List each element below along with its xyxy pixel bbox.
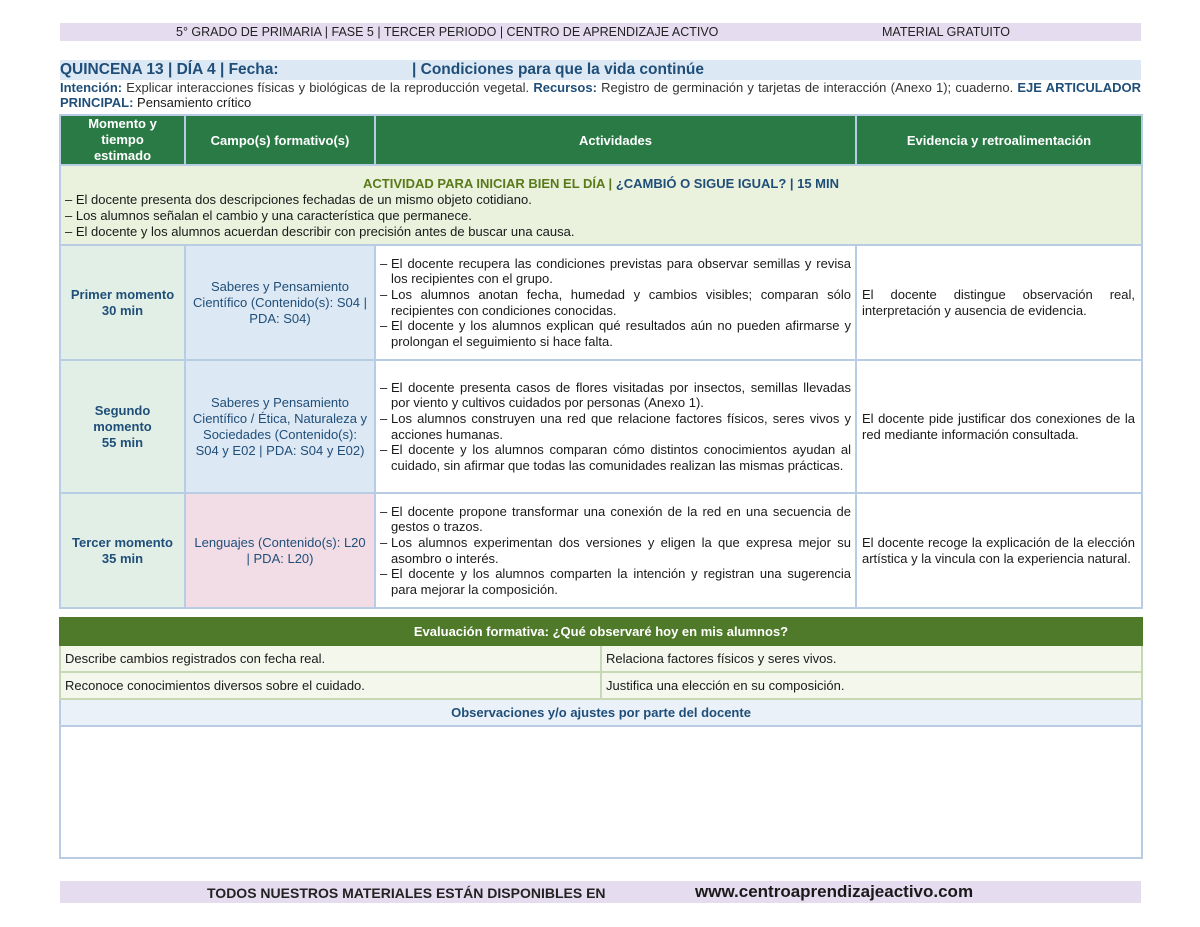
- lesson-topic: | Condiciones para que la vida continúe: [412, 61, 705, 78]
- start-line: – Los alumnos señalan el cambio y una característica que permanece.: [65, 208, 472, 223]
- header-activities: Actividades: [375, 115, 856, 165]
- moment-cell: Primer momento 30 min: [60, 245, 185, 360]
- intent-paragraph: [60, 80, 1141, 110]
- grade-info: 5° GRADO DE PRIMARIA | FASE 5 | TERCER PERIODO | CENTRO DE APRENDIZAJE ACTIVO: [176, 25, 719, 39]
- activity-item: – El docente recupera las condiciones previstas para observar semillas y revisa los recipientes con el grupo.: [380, 255, 851, 287]
- table-row: [60, 360, 1142, 493]
- activity-item: – El docente propone transformar una conexión de la red en una secuencia de gestos o trazos.: [380, 503, 851, 535]
- activity-item: – El docente y los alumnos comparten la intención y registran una sugerencia para mejorar la composición.: [380, 566, 851, 597]
- table-row: [60, 245, 1142, 360]
- evaluation-item: Describe cambios registrados con fecha real.: [60, 645, 601, 672]
- moment-cell: Tercer momento 35 min: [60, 493, 185, 608]
- table-header-row: [60, 115, 1142, 165]
- footer-url-link[interactable]: www.centroaprendizajeactivo.com: [695, 882, 974, 901]
- evidence-cell: El docente pide justificar dos conexiones de la red mediante información consultada.: [856, 360, 1142, 493]
- lesson-title-bar: [60, 60, 1141, 80]
- evaluation-item: Reconoce conocimientos diversos sobre el cuidado.: [60, 672, 601, 699]
- activity-item: – Los alumnos experimentan dos versiones y eligen la que expresa mejor su asombro o interés.: [380, 534, 851, 566]
- campo-cell: Saberes y Pensamiento Científico (Contenido(s): S04 | PDA: S04): [185, 245, 375, 360]
- evidence-cell: El docente distingue observación real, interpretación y ausencia de evidencia.: [856, 245, 1142, 360]
- resources-label: Recursos:: [533, 80, 597, 95]
- evaluation-item: Justifica una elección en su composición.: [601, 672, 1142, 699]
- observations-title: Observaciones y/o ajustes por parte del docente: [60, 699, 1142, 726]
- start-line: – El docente presenta dos descripciones fechadas de un mismo objeto cotidiano.: [65, 192, 532, 207]
- activity-item: – El docente y los alumnos explican qué resultados aún no pueden afirmarse y prolongan el seguimiento si hace falta.: [380, 318, 851, 349]
- evidence-cell: El docente recoge la explicación de la elección artística y la vincula con la experiencia natural.: [856, 493, 1142, 608]
- top-banner: [60, 23, 1141, 41]
- activities-cell: [375, 245, 856, 360]
- activities-cell: [375, 360, 856, 493]
- activity-item: – El docente y los alumnos comparan cómo distintos conocimientos ayudan al cuidado, sin afirmar que todas las comunidades realizan las mismas prácticas.: [380, 442, 851, 473]
- activity-item: – El docente presenta casos de flores visitadas por insectos, semillas llevadas por viento y cultivos cuidados por personas (Anexo 1).: [380, 379, 851, 411]
- activities-cell: [375, 493, 856, 608]
- evaluation-title: Evaluación formativa: ¿Qué observaré hoy en mis alumnos?: [60, 618, 1142, 645]
- resources-text: Registro de germinación y tarjetas de interacción (Anexo 1); cuaderno.: [596, 80, 1018, 95]
- axis-label: EJE ARTICULADOR PRINCIPAL:: [60, 80, 1141, 110]
- observations-area[interactable]: [60, 726, 1142, 858]
- start-line: – El docente y los alumnos acuerdan describir con precisión antes de buscar una causa.: [65, 224, 575, 239]
- moment-cell: Segundo momento 55 min: [60, 360, 185, 493]
- lesson-day-date: QUINCENA 13 | DÍA 4 | Fecha:: [60, 61, 279, 78]
- header-evidence: Evidencia y retroalimentación: [856, 115, 1142, 165]
- header-moment: Momento y tiempo estimado: [60, 115, 185, 165]
- axis-text: Pensamiento crítico: [133, 95, 252, 110]
- header-campo: Campo(s) formativo(s): [185, 115, 375, 165]
- footer-banner: [60, 881, 1141, 903]
- campo-cell: Lenguajes (Contenido(s): L20 | PDA: L20): [185, 493, 375, 608]
- start-activity-title: ACTIVIDAD PARA INICIAR BIEN EL DÍA | ¿CAMBIÓ O SIGUE IGUAL? | 15 MIN: [362, 176, 840, 191]
- footer-text: TODOS NUESTROS MATERIALES ESTÁN DISPONIBLES EN: [207, 885, 606, 901]
- activity-item: – Los alumnos construyen una red que relacione factores físicos, seres vivos y acciones humanas.: [380, 410, 851, 442]
- formative-evaluation-table: [59, 617, 1143, 859]
- free-material-label: MATERIAL GRATUITO: [882, 25, 1011, 39]
- activity-item: – Los alumnos anotan fecha, humedad y cambios visibles; comparan sólo recipientes con condiciones conocidas.: [380, 286, 851, 318]
- intent-text: Explicar interacciones físicas y biológicas de la reproducción vegetal.: [122, 80, 534, 95]
- intent-label: Intención:: [60, 80, 123, 95]
- start-activity-row: [60, 165, 1142, 245]
- table-row: [60, 493, 1142, 608]
- lesson-plan-table: [59, 114, 1143, 609]
- start-activity-cell: [60, 165, 1142, 245]
- evaluation-item: Relaciona factores físicos y seres vivos.: [601, 645, 1142, 672]
- campo-cell: Saberes y Pensamiento Científico / Ética, Naturaleza y Sociedades (Contenido(s): S04 y E02 | PDA: S04 y E02): [185, 360, 375, 493]
